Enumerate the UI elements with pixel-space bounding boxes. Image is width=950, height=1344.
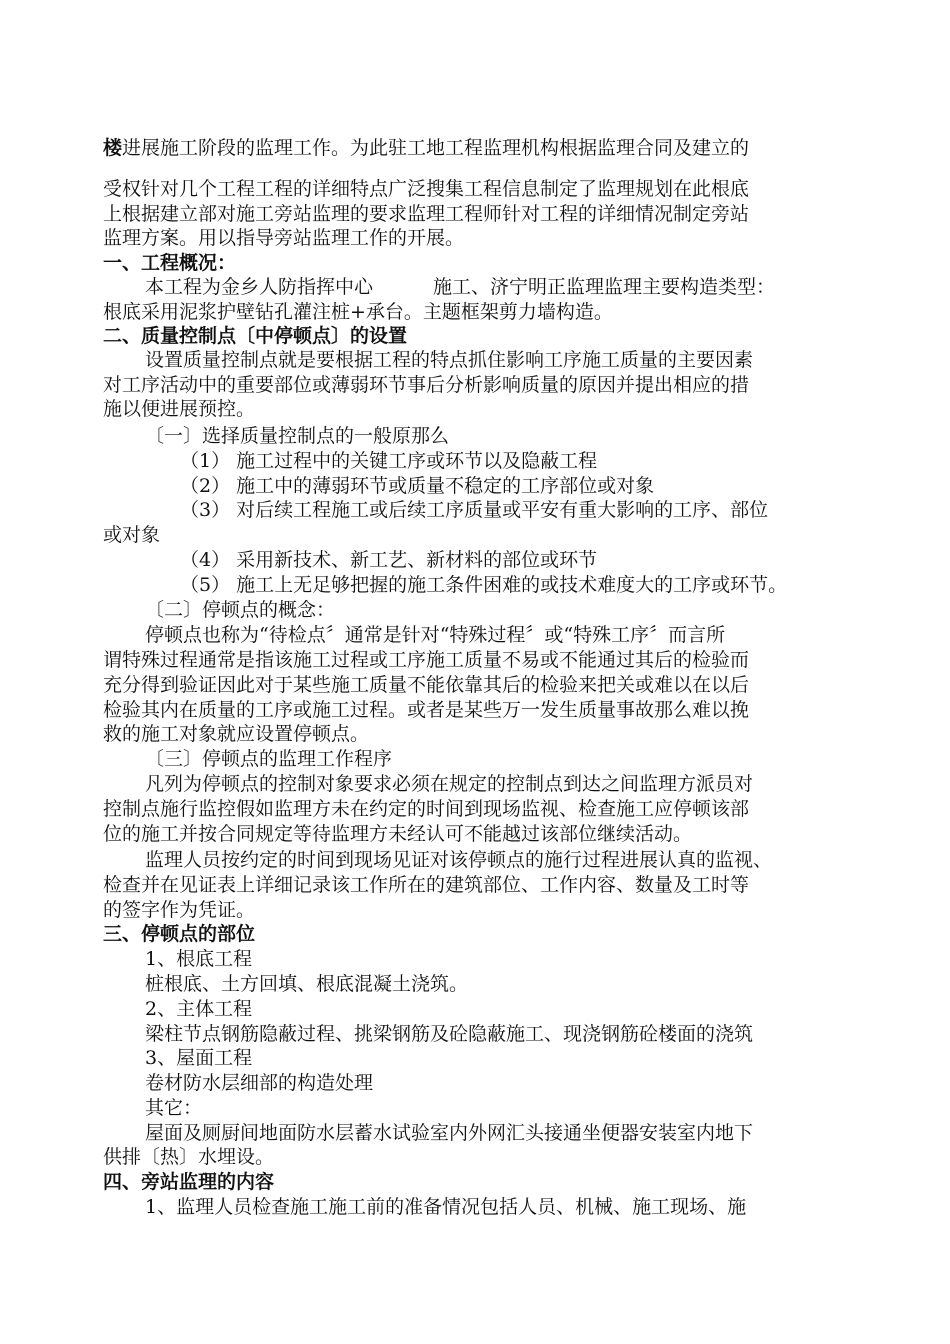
text-line: 位的施工并按合同规定等待监理方未经认可不能越过该部位继续活动。 xyxy=(103,823,693,845)
text-line: 谓特殊过程通常是指该施工过程或工序施工质量不易或不能通过其后的检验而 xyxy=(103,649,750,671)
section-heading: 三、停顿点的部位 xyxy=(103,923,256,945)
subsection-heading: 〔一〕选择质量控制点的一般原那么 xyxy=(145,425,450,447)
text-line: 停顿点也称为“待检点〞通常是针对“特殊过程〞或“特殊工序〞而言所 xyxy=(145,624,726,646)
text-line: 的签字作为凭证。 xyxy=(103,899,256,921)
list-item: （2） 施工中的薄弱环节或质量不稳定的工序部位或对象 xyxy=(180,475,655,497)
text-line: 对工序活动中的重要部位或薄弱环节事后分析影响质量的原因并提出相应的措 xyxy=(103,374,750,396)
section-heading: 四、旁站监理的内容 xyxy=(103,1171,275,1193)
text-line: 检查并在见证表上详细记录该工作所在的建筑部位、工作内容、数量及工时等 xyxy=(103,874,750,896)
text-line: 1、根底工程 xyxy=(145,948,253,970)
text-line: 监理方案。用以指导旁站监理工作的开展。 xyxy=(103,227,465,249)
text-run: 进展施工阶段的监理工作。为此驻工地工程监理机构根据监理合同及建立的 xyxy=(122,137,750,159)
text-line: 设置质量控制点就是要根据工程的特点抓住影响工序施工质量的主要因素 xyxy=(145,349,754,371)
text-line xyxy=(103,136,749,160)
text-run: 施工、济宁明正监理监理主要构造类型： xyxy=(433,276,776,298)
subsection-heading: 〔二〕停顿点的概念： xyxy=(145,599,336,621)
subsection-heading: 〔三〕停顿点的监理工作程序 xyxy=(145,748,393,770)
text-line: 施以便进展预控。 xyxy=(103,398,256,420)
text-line: 2、主体工程 xyxy=(145,998,253,1020)
list-item: （1） 施工过程中的关键工序或环节以及隐蔽工程 xyxy=(180,450,598,472)
text-line: 其它： xyxy=(145,1097,203,1119)
text-line: 充分得到验证因此对于某些施工质量不能依靠其后的检验来把关或难以在以后 xyxy=(103,674,750,696)
text-line: 桩根底、土方回填、根底混凝土浇筑。 xyxy=(145,973,469,995)
text-line xyxy=(145,275,775,299)
text-line: 根底采用泥浆护壁钻孔灌注桩+承台。主题框架剪力墙构造。 xyxy=(103,301,613,323)
list-item: （5） 施工上无足够把握的施工条件困难的或技术难度大的工序或环节。 xyxy=(180,574,788,596)
text-line: 凡列为停顿点的控制对象要求必须在规定的控制点到达之间监理方派员对 xyxy=(145,773,754,795)
text-line: 救的施工对象就应设置停顿点。 xyxy=(103,723,370,745)
text-line: 监理人员按约定的时间到现场见证对该停顿点的施行过程进展认真的监视、 xyxy=(145,849,773,871)
text-line: 控制点施行监控假如监理方未在约定的时间到现场监视、检查施工应停顿该部 xyxy=(103,798,750,820)
text-line: 检验其内在质量的工序或施工过程。或者是某些万一发生质量事故那么难以挽 xyxy=(103,699,750,721)
text-line: 屋面及厕厨间地面防水层蓄水试验室内外网汇头接通坐便器安装室内地下 xyxy=(145,1122,754,1144)
text-line: 3、屋面工程 xyxy=(145,1047,253,1069)
list-item: （3） 对后续工程施工或后续工序质量或平安有重大影响的工序、部位 xyxy=(180,499,769,521)
text-line: 或对象 xyxy=(103,524,161,546)
section-heading: 二、质量控制点〔中停顿点〕的设置 xyxy=(103,325,408,347)
list-item: （4） 采用新技术、新工艺、新材料的部位或环节 xyxy=(180,549,598,571)
text-line: 受权针对几个工程工程的详细特点广泛搜集工程信息制定了监理规划在此根底 xyxy=(103,178,750,200)
section-heading: 一、工程概况： xyxy=(103,252,237,274)
text-line: 1、监理人员检查施工施工前的准备情况包括人员、机械、施工现场、施 xyxy=(145,1196,747,1218)
text-line: 梁柱节点钢筋隐蔽过程、挑梁钢筋及砼隐蔽施工、现浇钢筋砼楼面的浇筑 xyxy=(145,1023,754,1045)
bold-char: 楼 xyxy=(103,137,123,159)
text-line: 卷材防水层细部的构造处理 xyxy=(145,1072,374,1094)
text-line: 上根据建立部对施工旁站监理的要求监理工程师针对工程的详细情况制定旁站 xyxy=(103,203,750,225)
text-line: 供排〔热〕水埋设。 xyxy=(103,1146,275,1168)
text-run: 本工程为金乡人防指挥中心 xyxy=(145,276,374,298)
